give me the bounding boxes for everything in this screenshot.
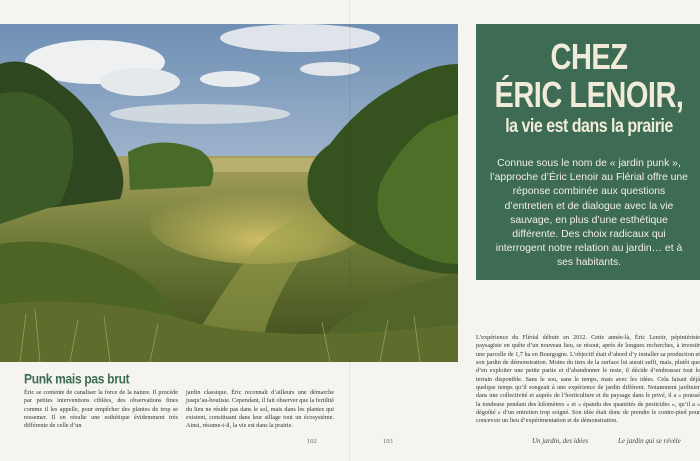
meadow-photo <box>0 24 458 362</box>
title-panel <box>476 24 700 280</box>
intro-paragraph: Connue sous le nom de « jardin punk », l’approche d’Éric Lenoir au Flérial offre une réponse combinée aux questions d’entretien et de dialogue avec la vie sauvage, en plus d’une esthétique différente. Des choix radicaux qui interrogent notre relation au jardin… et à ses habitants. <box>490 158 688 269</box>
title-subtitle: la vie est dans la prairie <box>505 116 673 137</box>
section-heading: Punk mais pas brut <box>24 371 130 388</box>
article-column-1: Éric se contente de canaliser la force de la nature. Il procède par petites interventions ciblées, des observations fines comme il les appelle, pour empêcher des plantes de trop se ressemer. Il en résulte une esthétique évidemment très différente de celle d’un <box>24 389 178 430</box>
page-number-left: 102 <box>307 438 317 445</box>
page-gutter <box>349 0 351 461</box>
title-line-2: ÉRIC LENOIR, <box>494 75 684 116</box>
running-footer-book: Le jardin qui se révèle <box>618 437 681 445</box>
title-line-1: CHEZ <box>550 37 628 78</box>
page-number-right: 103 <box>383 438 393 445</box>
running-footer-section: Un jardin, des idées <box>532 437 589 445</box>
article-column-3: L’expérience du Flérial débute en 2012. Cette année-là, Éric Lenoir, pépiniériste paysagiste en quête d’un nouveau lieu, se résout, après de longues recherches, à investir une parcelle de 1,7 ha en Bourgogne. L’objectif était d’abord d’y installer sa production et son jardin de démonstration. Moins du tiers de la surface lui aurait suffi, mais, plutôt que d’en exploiter une petite partie et d’abandonner le reste, il décide d’embrasser tout le terrain disponible. Sans le sou, sans le temps, mais avec les idées. Cela faisait déjà quelque temps qu’il songeait à une expérience de jardin différent. Notamment jardinier dans une collectivité et auprès de l’horticulture et du paysage dans le privé, il a « poussé la tondeuse pendant des kilomètres » et « épandu des quantités de pesticides », qu’il a « dégoûté » d’un entretien trop soigné. Son idée était donc de prendre le contre-pied pour concevoir un lieu d’expérimentation et de démonstration. <box>476 334 700 425</box>
article-column-2: jardin classique. Éric reconnaît d’ailleurs une démarche jusqu’au-boutiste. Cependant, il fait observer que la fertilité du lieu ne réside pas dans le sol, mais dans les plantes qui existent, constituant dans leur sillage tout un écosystème. Ainsi, résume-t-il, la vie est dans la prairie. <box>186 389 334 430</box>
